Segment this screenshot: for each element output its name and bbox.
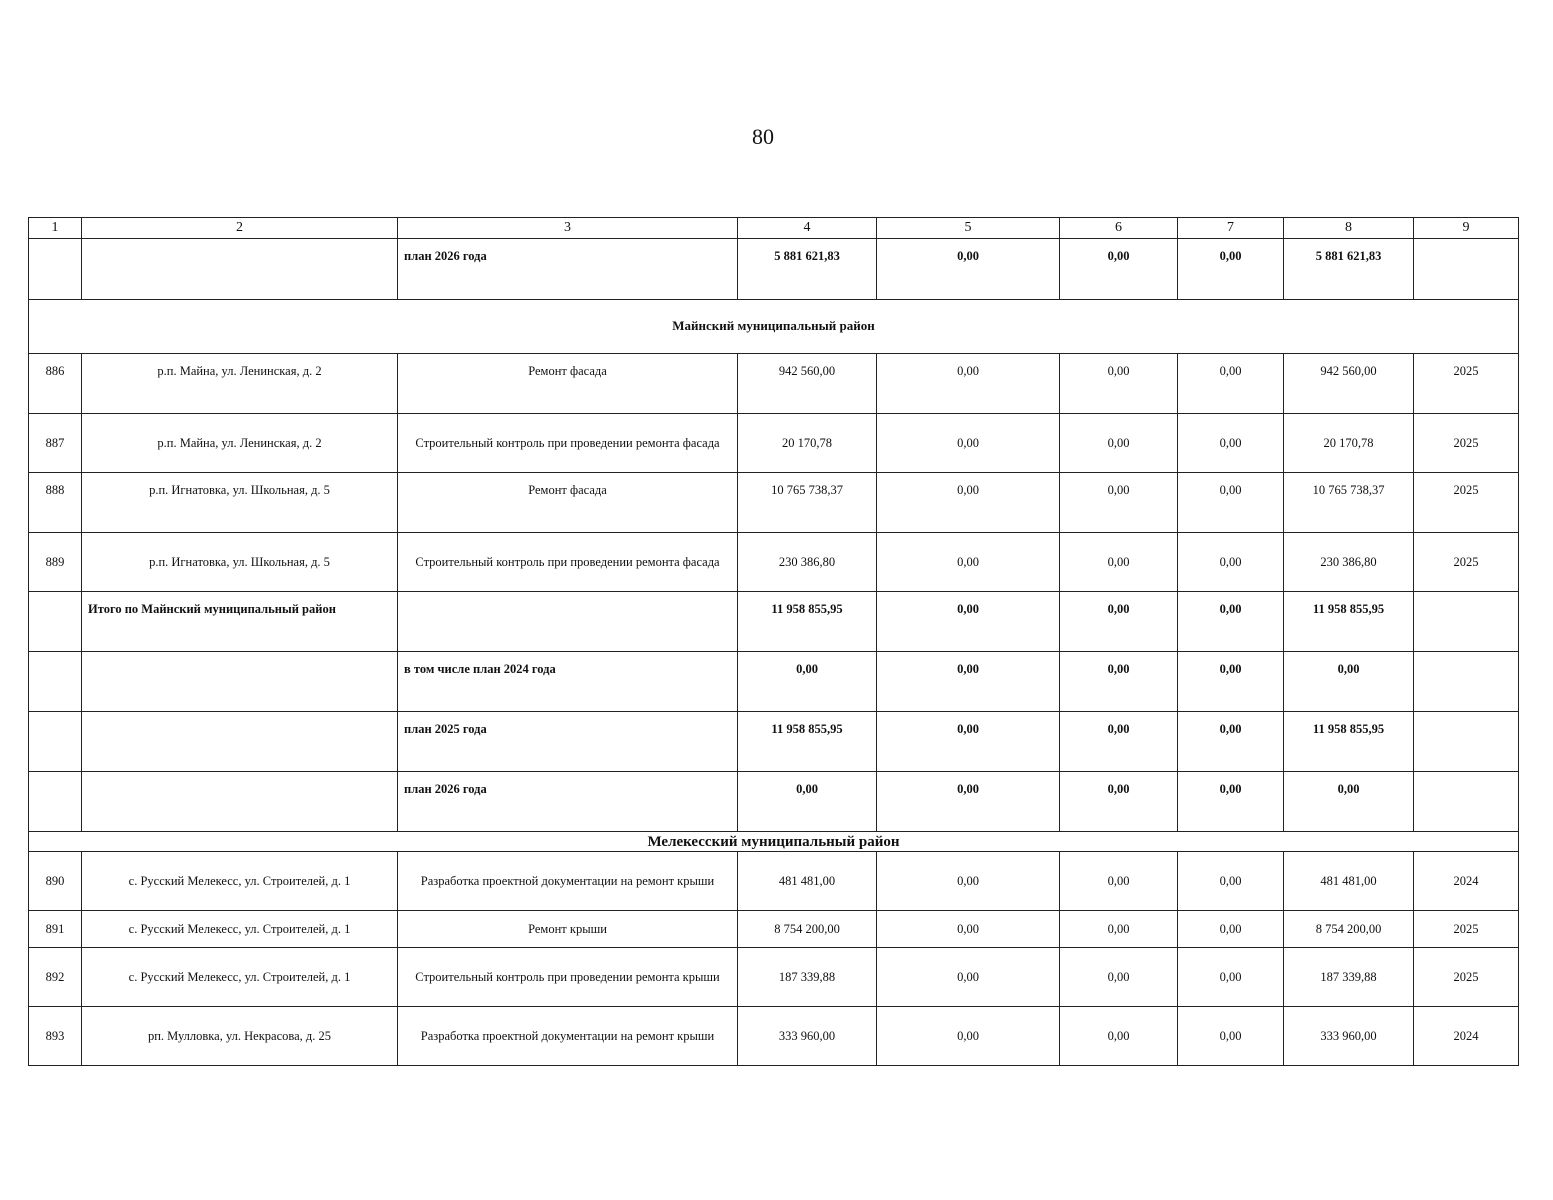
column-header: 2 (82, 218, 398, 239)
column-header: 7 (1178, 218, 1284, 239)
table-row (29, 473, 1519, 533)
cell-value (1414, 239, 1519, 300)
cell-value: 20 170,78 (1284, 414, 1414, 473)
cell-value: 942 560,00 (738, 354, 877, 414)
cell-value: 20 170,78 (738, 414, 877, 473)
cell-value: 0,00 (877, 354, 1060, 414)
total-row (29, 592, 1519, 652)
section-heading-row (29, 300, 1519, 354)
cell-value: 0,00 (1060, 354, 1178, 414)
cell-value: 0,00 (1060, 1007, 1178, 1066)
cell-value: 0,00 (1060, 533, 1178, 592)
work-type: Строительный контроль при проведении ремонта фасада (398, 533, 738, 592)
year: 2025 (1414, 354, 1519, 414)
row-number: 890 (29, 852, 82, 911)
address: рп. Мулловка, ул. Некрасова, д. 25 (82, 1007, 398, 1066)
cell-value: 0,00 (1178, 414, 1284, 473)
cell-value: 0,00 (738, 652, 877, 712)
cell-value: 230 386,80 (738, 533, 877, 592)
year: 2025 (1414, 911, 1519, 948)
cell-value: 0,00 (877, 239, 1060, 300)
cell-value: 0,00 (877, 852, 1060, 911)
table-row (29, 354, 1519, 414)
cell-value: 0,00 (1060, 772, 1178, 832)
year: 2025 (1414, 948, 1519, 1007)
row-number: 887 (29, 414, 82, 473)
cell-value: 0,00 (738, 772, 877, 832)
column-header: 9 (1414, 218, 1519, 239)
cell-value: 481 481,00 (1284, 852, 1414, 911)
plan-label: план 2025 года (398, 712, 738, 772)
address: р.п. Майна, ул. Ленинская, д. 2 (82, 354, 398, 414)
address: с. Русский Мелекесс, ул. Строителей, д. 1 (82, 948, 398, 1007)
table-row (29, 948, 1519, 1007)
row-number: 889 (29, 533, 82, 592)
cell-value: 0,00 (1178, 1007, 1284, 1066)
cell-value: 333 960,00 (738, 1007, 877, 1066)
cell-value: 11 958 855,95 (1284, 592, 1414, 652)
cell-value: 10 765 738,37 (1284, 473, 1414, 533)
table-row (29, 414, 1519, 473)
cell-value: 230 386,80 (1284, 533, 1414, 592)
work-type: Разработка проектной документации на ремонт крыши (398, 852, 738, 911)
cell-value: 0,00 (1060, 948, 1178, 1007)
cell-value: 0,00 (1178, 772, 1284, 832)
cell-value: 11 958 855,95 (738, 592, 877, 652)
column-header: 1 (29, 218, 82, 239)
section-heading-row (29, 832, 1519, 852)
column-header: 4 (738, 218, 877, 239)
address: с. Русский Мелекесс, ул. Строителей, д. 1 (82, 852, 398, 911)
cell-value: 0,00 (1178, 592, 1284, 652)
cell-value: 0,00 (1060, 239, 1178, 300)
cell-value: 333 960,00 (1284, 1007, 1414, 1066)
work-type: Ремонт фасада (398, 354, 738, 414)
cell-value: 11 958 855,95 (1284, 712, 1414, 772)
address: р.п. Игнатовка, ул. Школьная, д. 5 (82, 533, 398, 592)
year: 2024 (1414, 852, 1519, 911)
cell-value: 0,00 (1060, 852, 1178, 911)
cell-value: 0,00 (1060, 712, 1178, 772)
cell-value: 0,00 (1178, 652, 1284, 712)
column-header: 3 (398, 218, 738, 239)
row-number: 893 (29, 1007, 82, 1066)
cell-value: 0,00 (1178, 948, 1284, 1007)
row-number: 892 (29, 948, 82, 1007)
cell-value: 0,00 (1178, 473, 1284, 533)
cell-value: 0,00 (877, 652, 1060, 712)
cell-value: 8 754 200,00 (1284, 911, 1414, 948)
year: 2025 (1414, 414, 1519, 473)
cell-value: 0,00 (1178, 911, 1284, 948)
year: 2024 (1414, 1007, 1519, 1066)
plan-row (29, 712, 1519, 772)
cell-value: 0,00 (877, 911, 1060, 948)
section-title: Майнский муниципальный район (29, 300, 1519, 354)
cell-value: 0,00 (877, 948, 1060, 1007)
work-type: Ремонт фасада (398, 473, 738, 533)
cell-value: 0,00 (1178, 533, 1284, 592)
address: р.п. Майна, ул. Ленинская, д. 2 (82, 414, 398, 473)
cell-value: 10 765 738,37 (738, 473, 877, 533)
cell-value: 0,00 (1060, 911, 1178, 948)
plan-row (29, 652, 1519, 712)
cell-value: 8 754 200,00 (738, 911, 877, 948)
cell-value: 0,00 (877, 1007, 1060, 1066)
cell-value: 187 339,88 (738, 948, 877, 1007)
cell-value: 0,00 (877, 533, 1060, 592)
cell-value: 0,00 (1284, 772, 1414, 832)
section-title: Мелекесский муниципальный район (29, 832, 1519, 852)
cell-value: 0,00 (1284, 652, 1414, 712)
work-type: Строительный контроль при проведении ремонта крыши (398, 948, 738, 1007)
cell-value: 0,00 (877, 592, 1060, 652)
table-row (29, 911, 1519, 948)
cell-value: 481 481,00 (738, 852, 877, 911)
cell-value: 0,00 (1060, 473, 1178, 533)
plan-row (29, 772, 1519, 832)
cell-value: 0,00 (877, 772, 1060, 832)
table-row (29, 852, 1519, 911)
cell-value: 0,00 (1178, 852, 1284, 911)
row-number: 886 (29, 354, 82, 414)
row-number: 891 (29, 911, 82, 948)
cell-value: 0,00 (1178, 354, 1284, 414)
cell-value: 0,00 (1178, 712, 1284, 772)
cell-value: 0,00 (877, 414, 1060, 473)
work-type: Разработка проектной документации на ремонт крыши (398, 1007, 738, 1066)
column-header: 5 (877, 218, 1060, 239)
column-header: 8 (1284, 218, 1414, 239)
row-number: 888 (29, 473, 82, 533)
plan-row (29, 239, 1519, 300)
cell-value: 0,00 (1060, 592, 1178, 652)
cell-value: 5 881 621,83 (738, 239, 877, 300)
cell-value: 0,00 (1060, 652, 1178, 712)
address: с. Русский Мелекесс, ул. Строителей, д. 1 (82, 911, 398, 948)
cell-value: 5 881 621,83 (1284, 239, 1414, 300)
cell-value: 0,00 (1178, 239, 1284, 300)
address: р.п. Игнатовка, ул. Школьная, д. 5 (82, 473, 398, 533)
work-type: Строительный контроль при проведении ремонта фасада (398, 414, 738, 473)
page-number: 80 (752, 124, 774, 149)
table-row (29, 533, 1519, 592)
plan-label: в том числе план 2024 года (398, 652, 738, 712)
cell-value: 0,00 (877, 712, 1060, 772)
cell-value: 942 560,00 (1284, 354, 1414, 414)
column-number-row (29, 218, 1519, 239)
work-type: Ремонт крыши (398, 911, 738, 948)
year: 2025 (1414, 533, 1519, 592)
cell-value: 0,00 (877, 473, 1060, 533)
total-label: Итого по Майнский муниципальный район (82, 592, 398, 652)
cell-value: 0,00 (1060, 414, 1178, 473)
year: 2025 (1414, 473, 1519, 533)
plan-label: план 2026 года (398, 239, 738, 300)
table-row (29, 1007, 1519, 1066)
column-header: 6 (1060, 218, 1178, 239)
program-table (28, 217, 1519, 1066)
plan-label: план 2026 года (398, 772, 738, 832)
cell-value: 187 339,88 (1284, 948, 1414, 1007)
cell-value: 11 958 855,95 (738, 712, 877, 772)
